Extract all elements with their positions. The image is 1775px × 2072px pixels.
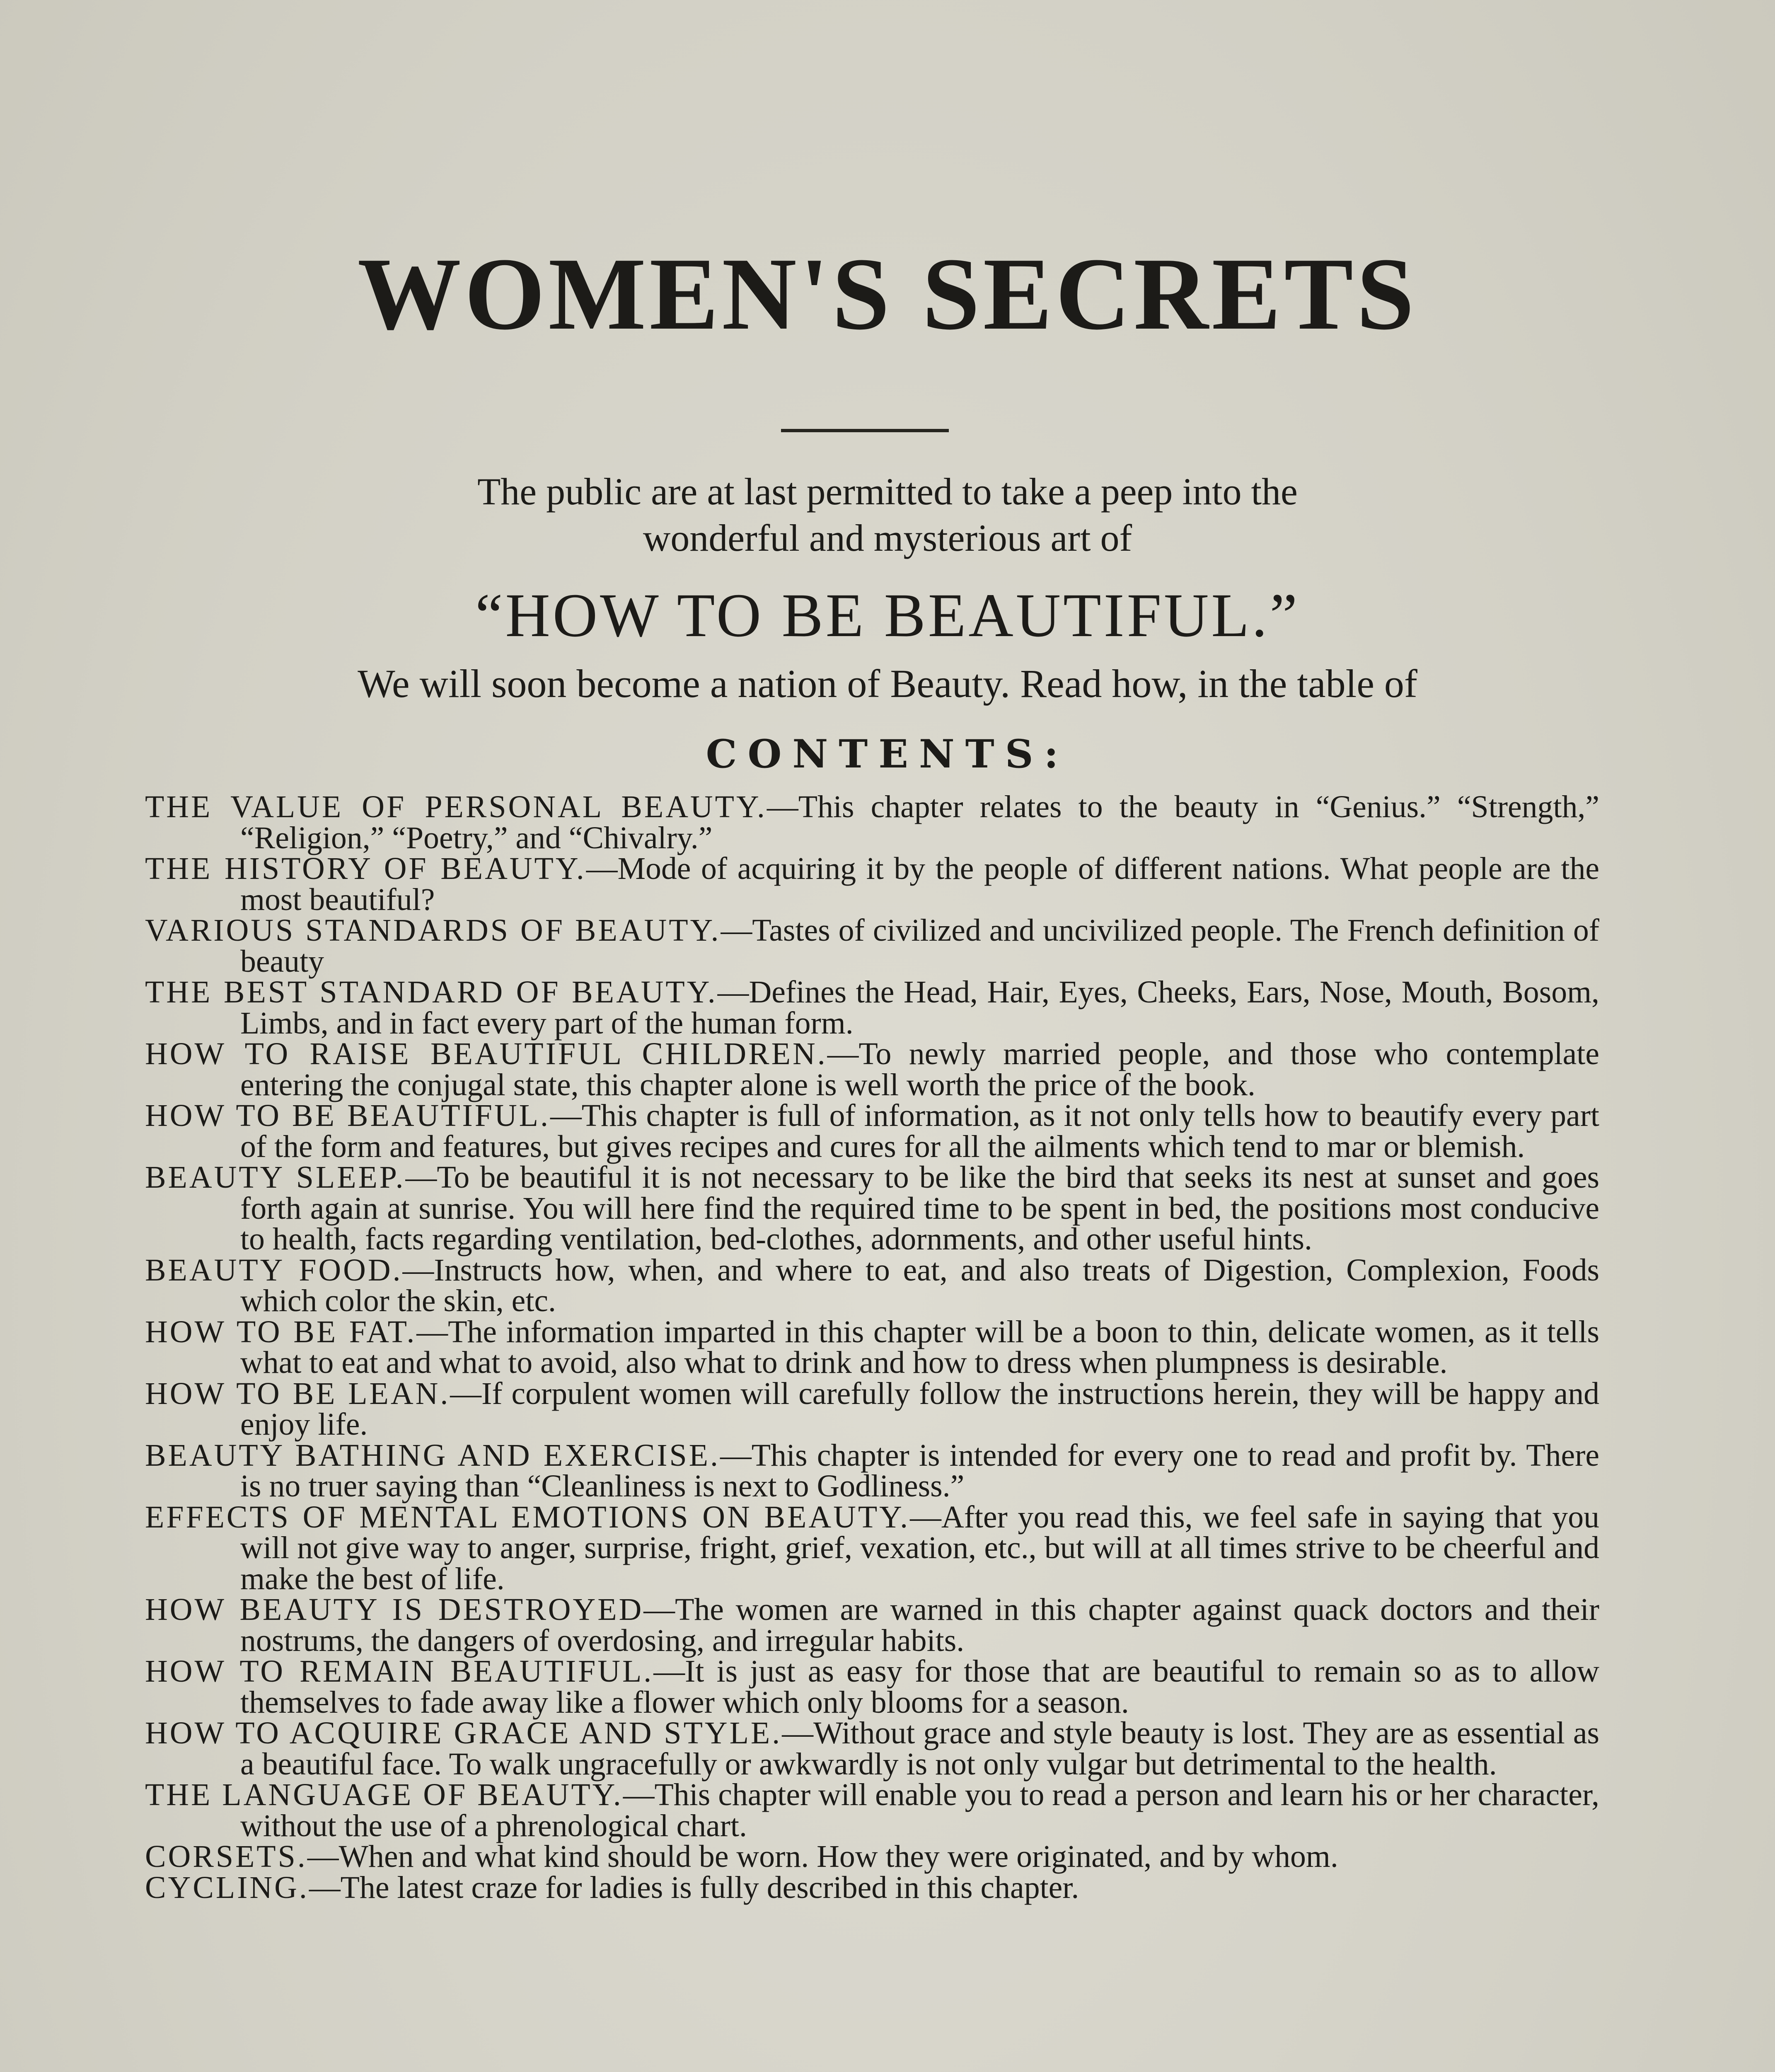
intro-text bbox=[0, 468, 1775, 561]
entry-description: —Instructs how, when, and where to eat, and also treats of Digestion, Complexion, Foods which color the skin, etc. bbox=[240, 1252, 1599, 1318]
contents-entry bbox=[145, 1162, 1599, 1255]
entry-description: —Tastes of civilized and uncivilized people. The French definition of beauty bbox=[240, 913, 1599, 979]
page-title: WOMEN'S SECRETS bbox=[357, 237, 1418, 351]
intro-line: wonderful and mysterious art of bbox=[643, 517, 1132, 559]
entry-heading: HOW TO BE BEAUTIFUL. bbox=[145, 1098, 550, 1133]
entry-heading: BEAUTY SLEEP. bbox=[145, 1160, 406, 1195]
contents-entry bbox=[145, 1716, 1599, 1782]
entry-heading: VARIOUS STANDARDS OF BEAUTY. bbox=[145, 913, 721, 948]
entry-heading: THE LANGUAGE OF BEAUTY. bbox=[145, 1777, 623, 1812]
contents-heading: CONTENTS: bbox=[706, 731, 1069, 777]
entry-heading: THE HISTORY OF BEAUTY. bbox=[145, 851, 586, 886]
entry-description: —This chapter is intended for every one to read and profit by. There is no truer saying than “Cleanliness is next to Godliness.” bbox=[240, 1438, 1599, 1503]
entry-heading: EFFECTS OF MENTAL EMOTIONS ON BEAUTY. bbox=[145, 1499, 910, 1535]
entry-description: —This chapter will enable you to read a person and learn his or her character, without the use of a phrenological chart. bbox=[240, 1777, 1600, 1843]
contents-entry bbox=[145, 1314, 1599, 1380]
lead-text: We will soon become a nation of Beauty. Read how, in the table of bbox=[358, 661, 1417, 706]
contents-entry bbox=[145, 1841, 1599, 1872]
contents-entry bbox=[145, 853, 1599, 915]
entry-description: —Mode of acquiring it by the people of different nations. What people are the most beautiful? bbox=[240, 851, 1599, 917]
entry-description: —The women are warned in this chapter against quack doctors and their nostrums, the dangers of overdosing, and irregular habits. bbox=[240, 1592, 1599, 1658]
entry-description: —Defines the Head, Hair, Eyes, Cheeks, Ears, Nose, Mouth, Bosom, Limbs, and in fact every part of the human form. bbox=[240, 975, 1599, 1041]
contents-entry bbox=[145, 915, 1599, 977]
contents-entry bbox=[145, 789, 1599, 855]
contents-entry bbox=[145, 1872, 1599, 1903]
entry-heading: BEAUTY BATHING AND EXERCISE. bbox=[145, 1438, 720, 1473]
contents-list bbox=[145, 789, 1600, 1905]
entry-heading: HOW TO ACQUIRE GRACE AND STYLE. bbox=[145, 1716, 782, 1750]
entry-description: —The latest craze for ladies is fully described in this chapter. bbox=[309, 1870, 1079, 1905]
quote-heading: “HOW TO BE BEAUTIFUL.” bbox=[475, 581, 1300, 650]
entry-description: —This chapter relates to the beauty in “Genius.” “Strength,” “Religion,” “Poetry,” and “Chivalry.” bbox=[240, 789, 1599, 855]
entry-heading: CORSETS. bbox=[145, 1839, 307, 1874]
contents-entry bbox=[145, 1440, 1599, 1502]
entry-description: —When and what kind should be worn. How they were originated, and by whom. bbox=[307, 1839, 1338, 1874]
contents-entry bbox=[145, 1378, 1599, 1440]
contents-entry bbox=[145, 1252, 1599, 1318]
entry-heading: HOW TO BE LEAN. bbox=[145, 1376, 450, 1411]
contents-entry bbox=[145, 1499, 1600, 1596]
entry-heading: CYCLING. bbox=[145, 1870, 309, 1905]
entry-description: —To newly married people, and those who contemplate entering the conjugal state, this chapter alone is well worth the price of the book. bbox=[240, 1036, 1599, 1102]
entry-description: —This chapter is full of information, as it not only tells how to beautify every part of the form and features, but gives recipes and cures for all the ailments which tend to mar or blemish. bbox=[240, 1098, 1599, 1164]
entry-description: —Without grace and style beauty is lost. They are as essential as a beautiful face. To walk ungracefully or awkwardly is not only vulgar but detrimental to the health. bbox=[240, 1716, 1599, 1782]
contents-entry bbox=[145, 1594, 1599, 1656]
entry-heading: HOW BEAUTY IS DESTROYED bbox=[145, 1592, 644, 1627]
contents-entry bbox=[145, 1038, 1599, 1100]
divider bbox=[781, 429, 949, 432]
entry-heading: THE BEST STANDARD OF BEAUTY. bbox=[145, 975, 718, 1009]
contents-entry bbox=[145, 975, 1599, 1041]
entry-heading: HOW TO BE FAT. bbox=[145, 1314, 417, 1349]
contents-entry bbox=[145, 1779, 1599, 1841]
entry-description: —After you read this, we feel safe in saying that you will not give way to anger, surprise, fright, grief, vexation, etc., but will at all times strive to be cheerful and make the best of life. bbox=[240, 1499, 1600, 1596]
entry-description: —To be beautiful it is not necessary to be like the bird that seeks its nest at sunset and goes forth again at sunrise. You will here find the required time to be spent in bed, the positions most conducive to health, facts regarding ventilation, bed-clothes, adornments, and other useful hints. bbox=[240, 1160, 1599, 1256]
entry-description: —If corpulent women will carefully follow the instructions herein, they will be happy and enjoy life. bbox=[240, 1376, 1599, 1442]
entry-heading: HOW TO REMAIN BEAUTIFUL. bbox=[145, 1654, 654, 1689]
intro-line: The public are at last permitted to take a peep into the bbox=[477, 470, 1298, 513]
contents-entry bbox=[145, 1656, 1599, 1718]
contents-entry bbox=[145, 1100, 1599, 1162]
entry-description: —It is just as easy for those that are beautiful to remain so as to allow themselves to fade away like a flower which only blooms for a season. bbox=[240, 1654, 1600, 1720]
entry-heading: HOW TO RAISE BEAUTIFUL CHILDREN. bbox=[145, 1036, 827, 1071]
entry-heading: THE VALUE OF PERSONAL BEAUTY. bbox=[145, 789, 767, 824]
entry-heading: BEAUTY FOOD. bbox=[145, 1252, 403, 1288]
entry-description: —The information imparted in this chapter will be a boon to thin, delicate women, as it tells what to eat and what to avoid, also what to drink and how to dress when plumpness is desirable. bbox=[240, 1314, 1599, 1380]
